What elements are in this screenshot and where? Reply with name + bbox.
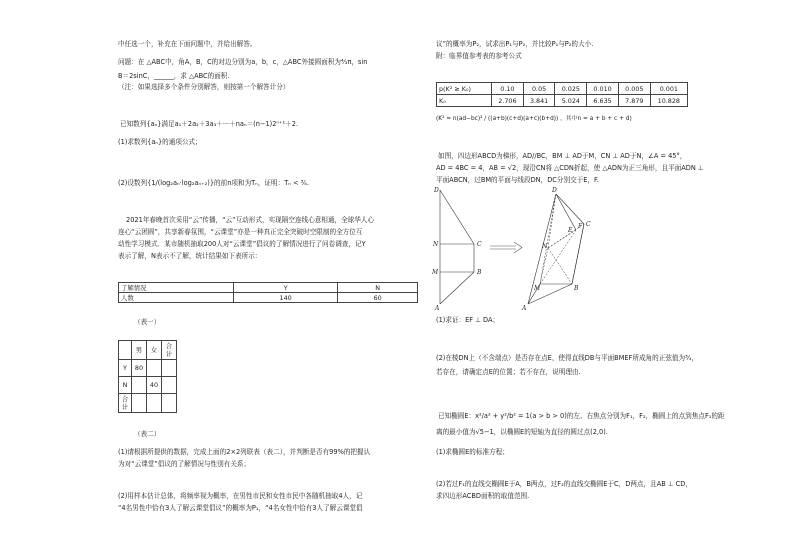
table-row — [119, 360, 177, 377]
ellipse-part2-line1: (2)若过F₁的直线交椭圆E于A，B两点，过F₂的直线交椭圆E于C，D两点，且AB ⊥ CD， — [436, 480, 692, 488]
hidden-edges — [540, 194, 584, 284]
table-row — [119, 341, 177, 360]
fold-arrow — [490, 242, 522, 253]
vertex-label-A-right: A — [522, 305, 527, 312]
table-row — [437, 83, 688, 95]
vertex-label-B-right: B — [574, 285, 579, 292]
geometry-line3: 平面ABCN，过BM的平面与线段DN，DC分别交于E，F. — [436, 176, 599, 184]
survey-part2-line2: “4名男性中恰有3人了解云课堂倡议”的概率为P₁，“4名女性中恰有3人了解云课堂倡 — [118, 504, 363, 512]
vertex-label-N-left: N — [433, 241, 439, 248]
appendix-title: 附：临界值参考表的参考公式 — [436, 52, 522, 60]
table-row — [119, 394, 177, 413]
table-cell: K₀ — [437, 95, 492, 107]
sequence-problem: 已知数列{aₙ}满足a₁＋2a₂＋3a₃＋···＋naₙ＝(n−1)2ⁿ⁺¹＋2. — [120, 120, 299, 128]
survey-intro-line3: 动性学习模式．某市随机抽取200人对“云课堂”倡议的了解情况进行了问卷调查，记Y — [118, 240, 366, 248]
sequence-part1: (1)求数列{aₙ}的通项公式； — [118, 138, 202, 146]
table-cell: 女 — [147, 341, 162, 360]
survey-intro-line4: 表示了解，N表示不了解，统计结果如下表所示： — [118, 252, 262, 260]
choose-condition-text: 中任选一个，补充在下面问题中，并给出解答。 — [118, 40, 257, 48]
table-cell: 140 — [234, 293, 338, 303]
table-two — [118, 340, 177, 413]
table-cell: 0.001 — [650, 83, 687, 95]
sequence-part2: (2)设数列{1/(log₂aₙ·log₂aₙ₊₂)}的前n项和为Tₙ，证明：Tₙ < ³⁄₄. — [118, 179, 310, 187]
table-cell: p(K² ≥ K₀) — [437, 83, 492, 95]
table-cell — [162, 394, 177, 413]
table-cell: 7.879 — [618, 95, 650, 107]
triangle-problem-line1: 问题：在 △ABC中，角A，B，C的对边分别为a，b，c，△ABC外接圆面积为⁴⁄₃π，sin — [118, 58, 368, 66]
probability-compare-text: 议”的概率为P₂，试求出P₁与P₂，并比较P₁与P₂的大小. — [436, 40, 594, 48]
vertex-label-A-left: A — [435, 305, 440, 312]
table-two-caption: （表二） — [134, 430, 161, 438]
triangle-problem-note: （注：如果选择多个条件分别解答，则按第一个解答计分） — [118, 83, 290, 91]
vertex-label-B-left: B — [477, 269, 482, 276]
table-cell: 合计 — [119, 394, 132, 413]
table-cell — [147, 360, 162, 377]
survey-part1-line1: (1)请根据所提供的数据，完成上面的2×2列联表（表二），并判断是否有99%的把握认 — [118, 448, 371, 456]
survey-part2-line1: (2)用样本估计总体，将频率视为概率，在男性市民和女性市民中各随机抽取4人，记 — [118, 492, 363, 500]
table-row — [119, 377, 177, 394]
chi-square-formula: (K² = n(ad−bc)² / ((a+b)(c+d)(a+c)(b+d)) ，其中n = a + b + c + d) — [436, 116, 632, 122]
table-one — [118, 282, 418, 303]
table-cell — [147, 394, 162, 413]
geometry-part1: (1)求证：EF ⊥ DA； — [436, 316, 500, 324]
ellipse-line2: 离的最小值为√5−1，以椭圆E的短轴为直径的圆过点(2,0). — [436, 428, 608, 436]
table-cell: 60 — [338, 293, 418, 303]
table-cell: N — [119, 377, 132, 394]
geometry-figure — [432, 186, 688, 312]
geometry-part2-line2: 若存在，请确定点E的位置；若不存在，说明理由. — [436, 368, 581, 376]
table-cell — [119, 341, 132, 360]
table-cell: 40 — [147, 377, 162, 394]
critical-value-table — [436, 82, 688, 107]
vertex-label-M-right: M — [534, 285, 541, 292]
planar-trapezoid — [440, 190, 474, 304]
table-row — [437, 95, 688, 107]
table-cell: 0.005 — [618, 83, 650, 95]
table-cell: 0.025 — [555, 83, 587, 95]
table-cell: 6.635 — [587, 95, 619, 107]
table-cell: Y — [234, 283, 338, 293]
ellipse-line1: 已知椭圆E：x²/a² + y²/b² = 1(a > b > 0)的左、右焦点分别为F₁，F₂，椭圆上的点到焦点F₁的距 — [438, 412, 725, 420]
vertex-label-D-left: D — [434, 187, 439, 194]
vertex-label-C-left: C — [477, 241, 482, 248]
vertex-label-M-left: M — [432, 269, 439, 276]
table-cell: Y — [119, 360, 132, 377]
table-one-caption: （表一） — [134, 318, 161, 326]
triangle-problem-line2: B＝2sinC，______，求 △ABC的面积. — [118, 72, 230, 80]
table-row — [119, 293, 418, 303]
geometry-line2: AD = 4BC = 4，AB = √2，现沿CN将 △CDN折起，使 △ADN为正三角形，且平面ADN ⊥ — [436, 164, 704, 172]
survey-intro-line2: 连心“云团圆”，共享新春氛围，“云课堂”亦是一种真正完全突破时空限制的全方位互 — [118, 228, 363, 236]
table-cell: 合计 — [162, 341, 177, 360]
ellipse-part1: (1)求椭圆E的标准方程； — [436, 448, 509, 456]
table-cell: 0.10 — [492, 83, 524, 95]
table-cell: 0.010 — [587, 83, 619, 95]
vertex-label-E-right: E — [568, 227, 573, 234]
vertex-label-F-right: F — [578, 223, 583, 230]
survey-part1-line2: 为对“云课堂”倡议的了解情况与性别有关系； — [118, 460, 251, 468]
table-cell: 了解情况 — [119, 283, 234, 293]
table-cell — [132, 377, 147, 394]
table-cell: 3.841 — [523, 95, 555, 107]
table-cell: 10.828 — [650, 95, 687, 107]
vertex-label-D-right: D — [552, 187, 557, 194]
table-cell: 男 — [132, 341, 147, 360]
table-cell — [162, 377, 177, 394]
table-cell: 0.05 — [523, 83, 555, 95]
geometry-line1: 如图，四边形ABCD为梯形，AD//BC，BM ⊥ AD于M，CN ⊥ AD于N，∠A = 45°， — [438, 152, 687, 160]
table-cell: N — [338, 283, 418, 293]
table-cell: 5.024 — [555, 95, 587, 107]
table-cell — [132, 394, 147, 413]
table-cell: 80 — [132, 360, 147, 377]
ellipse-part2-line2: 求四边形ACBD面积的取值范围. — [436, 492, 530, 500]
survey-intro-line1: 2021年春晚首次采用“云”传播，“云”互动形式，实现隔空连线心意相通，全球华人心 — [126, 216, 375, 224]
table-cell: 2.706 — [492, 95, 524, 107]
vertex-label-N-right: N — [542, 243, 548, 250]
geometry-part2-line1: (2)在棱DN上（不含端点）是否存在点E，使得直线DB与平面BMEF所成角的正弦值为³⁄₄， — [436, 354, 699, 362]
table-cell: 人数 — [119, 293, 234, 303]
vertex-label-C-right: C — [586, 221, 591, 228]
table-cell — [162, 360, 177, 377]
table-row — [119, 283, 418, 293]
